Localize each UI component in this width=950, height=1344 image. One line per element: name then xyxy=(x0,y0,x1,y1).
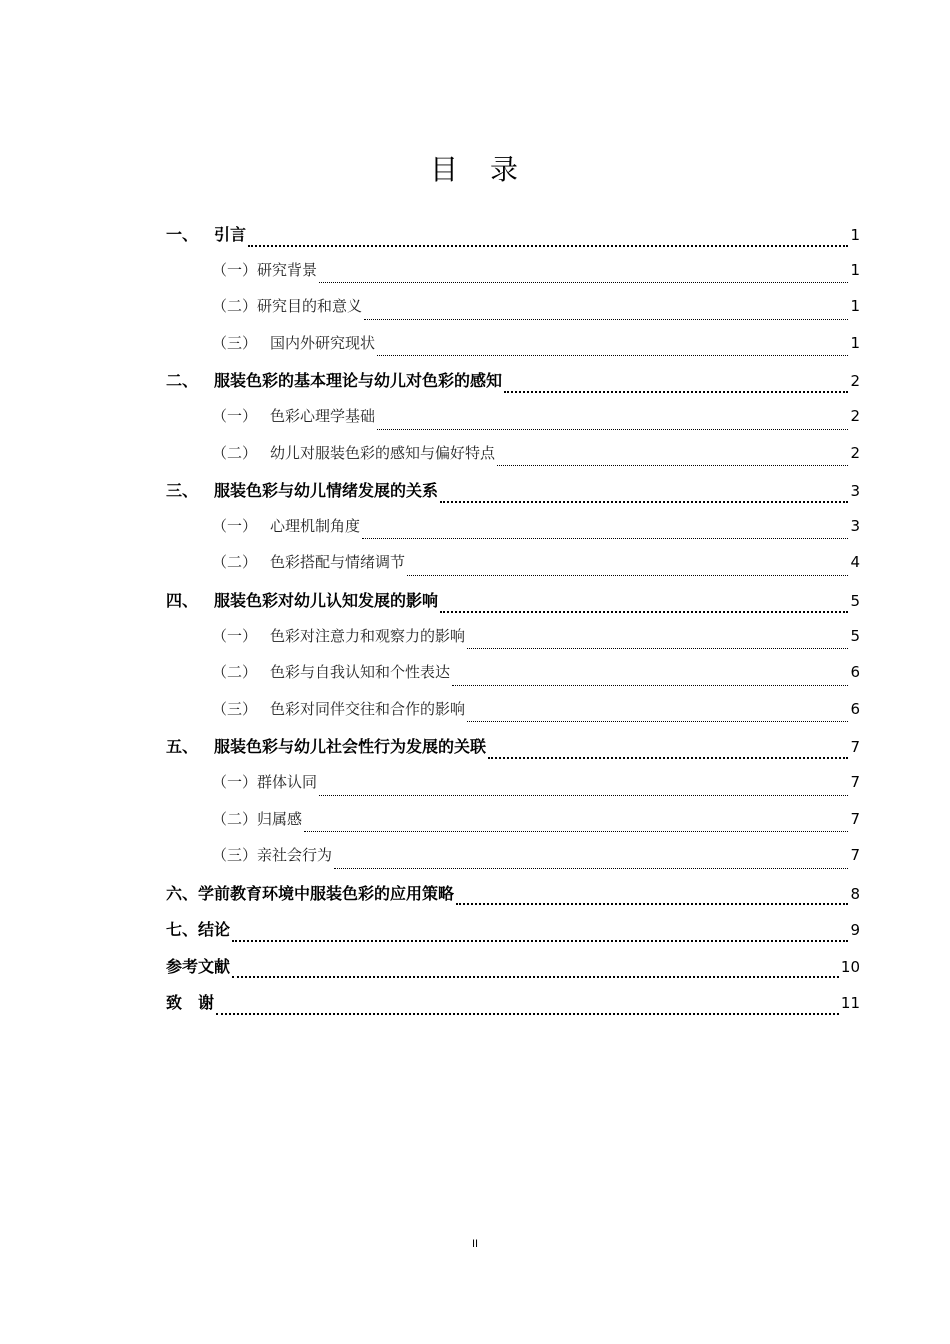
toc-entry-page: 2 xyxy=(850,443,860,462)
toc-entry-page: 7 xyxy=(850,772,860,791)
toc-dot-leader xyxy=(216,1013,839,1015)
toc-entry-label xyxy=(166,625,465,646)
toc-entry[interactable] xyxy=(166,698,860,735)
toc-entry-text: 六、学前教育环境中服装色彩的应用策略 xyxy=(166,883,455,903)
toc-entry-number: （三） xyxy=(212,333,258,352)
toc-entry-label xyxy=(166,698,465,719)
toc-dot-leader xyxy=(248,245,848,247)
toc-dot-leader xyxy=(488,757,848,759)
toc-entry[interactable] xyxy=(166,478,860,515)
toc-entry-number: （三） xyxy=(212,846,258,865)
toc-entry[interactable] xyxy=(166,844,860,881)
toc-entry-label xyxy=(166,954,230,977)
toc-dot-leader xyxy=(504,391,848,393)
toc-entry-label xyxy=(166,478,438,501)
toc-dot-leader xyxy=(467,648,848,649)
toc-entry-page: 2 xyxy=(850,372,860,391)
toc-entry-number: （一） xyxy=(212,772,258,791)
toc-entry-page: 9 xyxy=(850,921,860,940)
toc-entry-number: （二） xyxy=(212,443,258,462)
toc-entry-page: 10 xyxy=(840,957,860,976)
toc-dot-leader xyxy=(319,282,848,283)
toc-dot-leader xyxy=(334,868,848,869)
toc-dot-leader xyxy=(319,795,848,796)
toc-entry-text: 服装色彩的基本理论与幼儿对色彩的感知 xyxy=(214,371,503,391)
toc-entry-text: 色彩对同伴交往和合作的影响 xyxy=(270,699,466,718)
toc-entry-text: 色彩心理学基础 xyxy=(270,406,376,425)
toc-entry[interactable] xyxy=(166,734,860,771)
toc-entry[interactable] xyxy=(166,295,860,332)
toc-entry-number: （一） xyxy=(212,626,258,645)
toc-entry-number: 二、 xyxy=(166,371,199,391)
toc-entry-label xyxy=(166,917,230,940)
toc-dot-leader xyxy=(456,903,848,905)
toc-dot-leader xyxy=(364,319,848,320)
toc-entry-label xyxy=(166,661,450,682)
toc-dot-leader xyxy=(362,538,848,539)
toc-entry-page: 7 xyxy=(850,738,860,757)
toc-entry-page: 3 xyxy=(850,516,860,535)
toc-entry-label xyxy=(166,259,317,280)
toc-entry-page: 4 xyxy=(850,553,860,572)
toc-entry-text: 研究背景 xyxy=(257,260,318,279)
toc-entry[interactable] xyxy=(166,551,860,588)
toc-entry-text: 致 谢 xyxy=(166,993,215,1013)
toc-entry-label xyxy=(166,295,362,316)
toc-entry-number: 四、 xyxy=(166,590,199,610)
toc-entry-page: 5 xyxy=(850,626,860,645)
toc-entry-number: 三、 xyxy=(166,481,199,501)
toc-entry-page: 7 xyxy=(850,809,860,828)
toc-entry-label xyxy=(166,222,246,245)
toc-entry-number: 一、 xyxy=(166,225,199,244)
toc-entry-page: 5 xyxy=(850,591,860,610)
toc-entry-label xyxy=(166,515,360,536)
toc-dot-leader xyxy=(467,721,848,722)
toc-entry-page: 8 xyxy=(850,884,860,903)
toc-entry-text: 群体认同 xyxy=(257,772,318,791)
toc-entry[interactable] xyxy=(166,222,860,259)
toc-entry-text: 引言 xyxy=(214,225,247,244)
toc-dot-leader xyxy=(304,831,848,832)
toc-entry-number: （二） xyxy=(212,553,258,572)
toc-entry-page: 1 xyxy=(850,297,860,316)
page-title: 目 录 xyxy=(429,153,520,186)
toc-entry-number: （一） xyxy=(212,516,258,535)
toc-entry-label xyxy=(166,551,405,572)
toc-dot-leader xyxy=(377,355,848,356)
toc-entry[interactable] xyxy=(166,332,860,369)
toc-entry-label xyxy=(166,405,375,426)
toc-dot-leader xyxy=(497,465,848,466)
toc-entry-page: 1 xyxy=(850,226,860,244)
toc-entry[interactable] xyxy=(166,515,860,552)
toc-entry-page: 11 xyxy=(840,994,860,1013)
toc-entry[interactable] xyxy=(166,881,860,918)
toc-entry-number: （一） xyxy=(212,260,258,279)
toc-entry-page: 1 xyxy=(850,333,860,352)
toc-entry[interactable] xyxy=(166,954,860,991)
toc-entry-text: 服装色彩与幼儿情绪发展的关系 xyxy=(214,481,439,501)
toc-dot-leader xyxy=(377,429,848,430)
toc-entry[interactable] xyxy=(166,771,860,808)
toc-entry-label xyxy=(166,368,502,391)
toc-entry[interactable] xyxy=(166,442,860,479)
toc-dot-leader xyxy=(452,685,848,686)
toc-entry-label xyxy=(166,734,486,757)
toc-dot-leader xyxy=(407,575,848,576)
toc-entry-page: 3 xyxy=(850,482,860,501)
toc-entry-text: 研究目的和意义 xyxy=(257,297,363,316)
toc-entry-number: （二） xyxy=(212,663,258,682)
toc-entry-page: 2 xyxy=(850,406,860,425)
toc-entry[interactable] xyxy=(166,625,860,662)
toc-entry-number: 五、 xyxy=(166,737,199,757)
toc-entry[interactable] xyxy=(166,405,860,442)
toc-entry-page: 1 xyxy=(850,260,860,279)
toc-entry-label xyxy=(166,881,454,904)
toc-entry-number: （二） xyxy=(212,297,258,316)
toc-entry-text: 心理机制角度 xyxy=(270,516,361,535)
toc-entry-text: 幼儿对服装色彩的感知与偏好特点 xyxy=(270,443,496,462)
toc-dot-leader xyxy=(440,611,848,613)
toc-entry-text: 参考文献 xyxy=(166,956,231,976)
toc-entry-text: 色彩对注意力和观察力的影响 xyxy=(270,626,466,645)
table-of-contents xyxy=(166,222,860,1027)
toc-entry-number: （三） xyxy=(212,699,258,718)
toc-dot-leader xyxy=(232,940,848,942)
toc-entry-label xyxy=(166,442,495,463)
toc-entry-text: 归属感 xyxy=(257,809,303,828)
toc-entry-label xyxy=(166,588,438,611)
toc-entry-label xyxy=(166,771,317,792)
toc-entry-label xyxy=(166,844,332,865)
toc-entry[interactable] xyxy=(166,917,860,954)
toc-entry-page: 6 xyxy=(850,663,860,682)
toc-entry-label xyxy=(166,332,375,353)
toc-entry[interactable] xyxy=(166,661,860,698)
toc-entry-text: 亲社会行为 xyxy=(257,846,333,865)
toc-entry[interactable] xyxy=(166,990,860,1027)
toc-entry[interactable] xyxy=(166,368,860,405)
toc-entry-page: 6 xyxy=(850,699,860,718)
toc-entry-text: 服装色彩与幼儿社会性行为发展的关联 xyxy=(214,737,487,757)
toc-entry-label xyxy=(166,990,214,1013)
toc-entry[interactable] xyxy=(166,259,860,296)
toc-entry-page: 7 xyxy=(850,846,860,865)
toc-dot-leader xyxy=(232,976,839,978)
toc-entry-text: 色彩搭配与情绪调节 xyxy=(270,553,406,572)
toc-entry[interactable] xyxy=(166,808,860,845)
toc-entry-number: （一） xyxy=(212,406,258,425)
toc-entry-label xyxy=(166,808,302,829)
toc-entry-text: 色彩与自我认知和个性表达 xyxy=(270,663,451,682)
toc-entry-text: 七、结论 xyxy=(166,920,231,940)
toc-dot-leader xyxy=(440,501,848,503)
toc-entry[interactable] xyxy=(166,588,860,625)
footer-page-number: II xyxy=(471,1238,479,1250)
toc-entry-text: 服装色彩对幼儿认知发展的影响 xyxy=(214,590,439,610)
toc-entry-text: 国内外研究现状 xyxy=(270,333,376,352)
toc-entry-number: （二） xyxy=(212,809,258,828)
